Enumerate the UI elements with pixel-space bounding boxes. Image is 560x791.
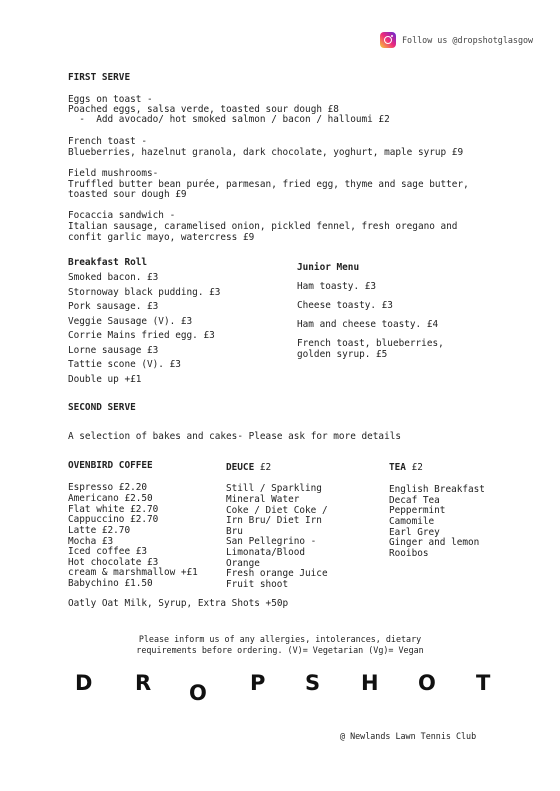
deuce-item: Limonata/Blood [226, 547, 306, 558]
coffee-item: Latte £2.70 [68, 525, 131, 536]
deuce-price: £2 [259, 462, 272, 473]
tea-item: Rooibos [389, 548, 429, 559]
tea-heading-row [389, 463, 423, 472]
junior-menu-item-cont: golden syrup. £5 [297, 349, 388, 360]
junior-menu-item: French toast, blueberries, [297, 338, 444, 349]
coffee-item: Babychino £1.50 [68, 578, 153, 589]
tea-item: Earl Grey [389, 527, 440, 538]
focaccia-desc-2: confit garlic mayo, watercress £9 [68, 232, 255, 243]
breakfast-roll-item: Veggie Sausage (V). £3 [68, 316, 193, 327]
coffee-heading: OVENBIRD COFFEE [68, 460, 153, 471]
eggs-addon: - Add avocado/ hot smoked salmon / bacon / halloumi £2 [68, 114, 390, 125]
mushrooms-desc-1: Truffled butter bean purée, parmesan, fried egg, thyme and sage butter, [68, 179, 469, 190]
focaccia-desc-1: Italian sausage, caramelised onion, pickled fennel, fresh oregano and [68, 221, 458, 232]
deuce-heading-row [226, 463, 271, 472]
breakfast-roll-heading: Breakfast Roll [68, 257, 148, 268]
extras-text: Oatly Oat Milk, Syrup, Extra Shots +50p [68, 598, 289, 609]
tea-item: Ginger and lemon [389, 537, 480, 548]
breakfast-roll-item: Double up +£1 [68, 374, 142, 385]
allergy-notice-line-1: Please inform us of any allergies, intolerances, dietary [138, 634, 422, 644]
junior-menu-heading: Junior Menu [297, 262, 360, 273]
coffee-item: Mocha £3 [68, 536, 114, 547]
mushrooms-title: Field mushrooms- [68, 168, 159, 179]
french-toast-desc: Blueberries, hazelnut granola, dark chocolate, yoghurt, maple syrup £9 [68, 147, 464, 158]
tea-price: £2 [411, 462, 423, 473]
tea-item: Peppermint [389, 505, 446, 516]
breakfast-roll-item: Corrie Mains fried egg. £3 [68, 330, 215, 341]
logo-letter: P [250, 671, 266, 695]
focaccia-title: Focaccia sandwich - [68, 210, 176, 221]
eggs-title: Eggs on toast - [68, 94, 153, 105]
logo-letter: O [418, 671, 436, 695]
coffee-item: Americano £2.50 [68, 493, 153, 504]
breakfast-roll-item: Tattie scone (V). £3 [68, 359, 181, 370]
coffee-item: Iced coffee £3 [68, 546, 148, 557]
french-toast-title: French toast - [68, 136, 148, 147]
logo-letter: R [135, 671, 152, 695]
coffee-item: Hot chocolate £3 [68, 557, 159, 568]
logo-letter: D [75, 671, 93, 695]
follow-text[interactable]: Follow us @dropshotglasgow [402, 35, 534, 45]
junior-menu-item: Ham and cheese toasty. £4 [297, 319, 439, 330]
logo-letter: O [189, 681, 207, 705]
breakfast-roll-item: Lorne sausage £3 [68, 345, 159, 356]
breakfast-roll-item: Stornoway black pudding. £3 [68, 287, 221, 298]
logo-letter: S [305, 671, 321, 695]
junior-menu-item: Ham toasty. £3 [297, 281, 377, 292]
instagram-icon[interactable] [380, 32, 396, 48]
deuce-item: Irn Bru/ Diet Irn [226, 515, 322, 526]
coffee-item: cream & marshmallow +£1 [68, 567, 198, 578]
breakfast-roll-item: Pork sausage. £3 [68, 301, 159, 312]
eggs-desc: Poached eggs, salsa verde, toasted sour dough £8 [68, 104, 339, 115]
deuce-item: Fruit shoot [226, 579, 289, 590]
junior-menu-item: Cheese toasty. £3 [297, 300, 393, 311]
deuce-item: Mineral Water [226, 494, 300, 505]
deuce-item: San Pellegrino - [226, 536, 317, 547]
deuce-item: Orange [226, 558, 260, 569]
footer-club: @ Newlands Lawn Tennis Club [340, 731, 477, 741]
logo-letter: T [476, 671, 491, 695]
tea-item: Decaf Tea [389, 495, 440, 506]
coffee-item: Flat white £2.70 [68, 504, 159, 515]
coffee-item: Cappuccino £2.70 [68, 514, 159, 525]
tea-item: English Breakfast [389, 484, 485, 495]
logo-letter: H [361, 671, 379, 695]
deuce-item: Fresh orange Juice [226, 568, 328, 579]
deuce-item: Coke / Diet Coke / [226, 505, 328, 516]
deuce-item: Still / Sparkling [226, 483, 322, 494]
deuce-item: Bru [226, 526, 243, 537]
second-serve-text: A selection of bakes and cakes- Please ask for more details [68, 431, 402, 442]
mushrooms-desc-2: toasted sour dough £9 [68, 189, 187, 200]
coffee-item: Espresso £2.20 [68, 482, 148, 493]
tea-heading: TEA [389, 462, 406, 473]
allergy-notice-line-2: requirements before ordering. (V)= Vegetarian (Vg)= Vegan [136, 645, 424, 655]
second-serve-heading: SECOND SERVE [68, 402, 136, 413]
deuce-heading: DEUCE [226, 462, 255, 473]
breakfast-roll-item: Smoked bacon. £3 [68, 272, 159, 283]
tea-item: Camomile [389, 516, 435, 527]
first-serve-heading: FIRST SERVE [68, 72, 131, 83]
